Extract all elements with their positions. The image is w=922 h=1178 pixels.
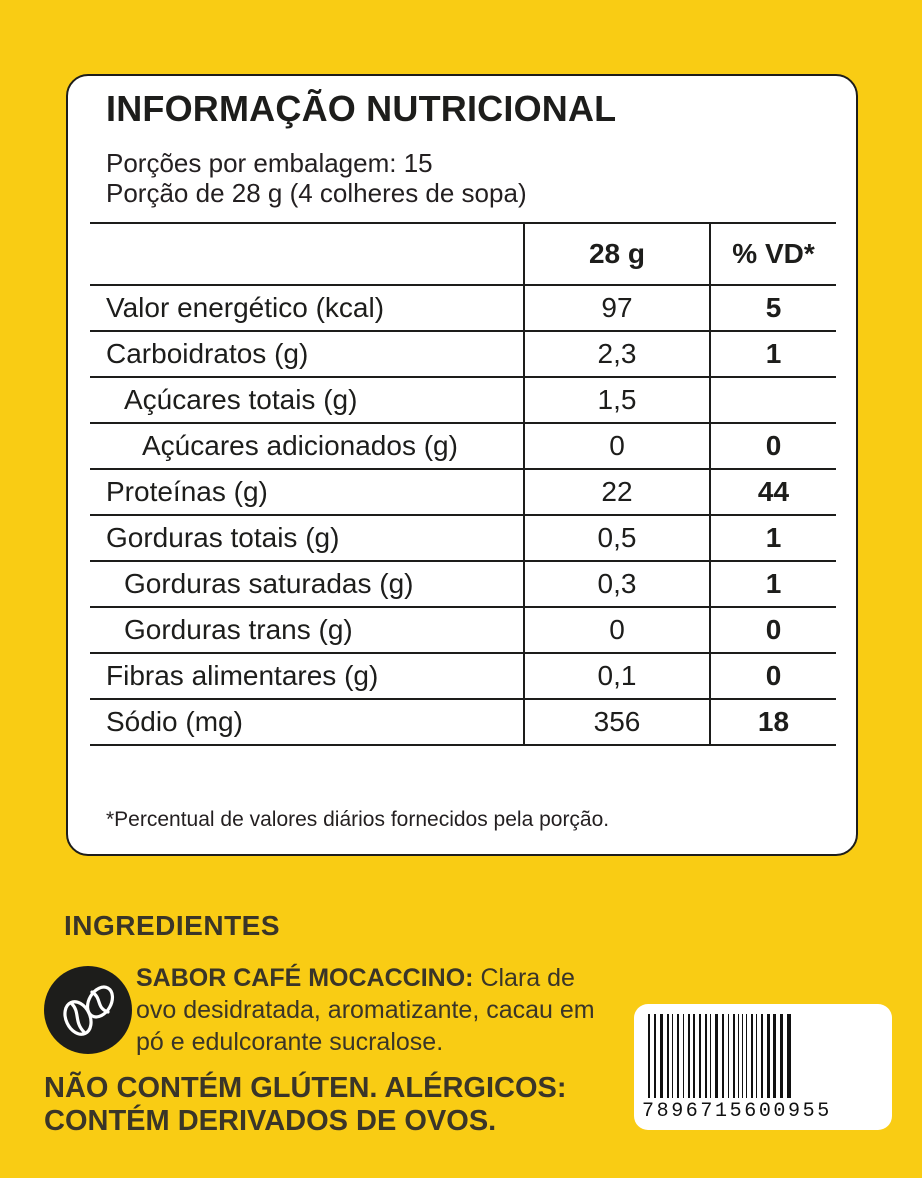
nutrient-name: Carboidratos (g) — [90, 331, 524, 377]
allergen-line-2: CONTÉM DERIVADOS DE OVOS. — [44, 1105, 497, 1137]
nutrient-dv — [710, 377, 836, 423]
nutrient-value: 2,3 — [524, 331, 710, 377]
allergen-warning — [44, 1072, 624, 1138]
nutrient-dv: 0 — [710, 653, 836, 699]
nutrition-title: INFORMAÇÃO NUTRICIONAL — [106, 88, 617, 129]
nutrient-dv: 18 — [710, 699, 836, 745]
barcode-bar — [756, 1014, 757, 1098]
nutrient-value: 22 — [524, 469, 710, 515]
barcode-bar — [780, 1014, 783, 1098]
nutrient-value: 1,5 — [524, 377, 710, 423]
barcode-bar — [654, 1014, 656, 1098]
header-dv: % VD* — [710, 223, 836, 285]
flavor-label: SABOR CAFÉ MOCACCINO: — [136, 964, 474, 992]
nutrient-value: 0 — [524, 423, 710, 469]
nutrient-dv: 44 — [710, 469, 836, 515]
barcode-bar — [667, 1014, 669, 1098]
nutrient-value: 0,1 — [524, 653, 710, 699]
barcode-bar — [742, 1014, 743, 1098]
nutrient-name: Gorduras saturadas (g) — [90, 561, 524, 607]
barcode-bar — [722, 1014, 724, 1098]
barcode — [634, 1004, 892, 1130]
nutrition-facts-panel — [66, 74, 858, 856]
barcode-bar — [683, 1014, 684, 1098]
ingredients-title: INGREDIENTES — [64, 910, 281, 941]
nutrient-value: 0,3 — [524, 561, 710, 607]
barcode-bar — [688, 1014, 690, 1098]
nutrient-name: Açúcares totais (g) — [90, 377, 524, 423]
barcode-bar — [705, 1014, 707, 1098]
table-row — [90, 331, 836, 377]
table-row — [90, 699, 836, 745]
nutrient-dv: 5 — [710, 285, 836, 331]
barcode-bar — [715, 1014, 718, 1098]
coffee-bean-icon — [44, 966, 132, 1054]
servings-per-package: Porções por embalagem: 15 — [106, 148, 433, 178]
table-row — [90, 469, 836, 515]
barcode-bar — [728, 1014, 729, 1098]
header-blank-cell — [90, 223, 524, 285]
nutrition-table — [90, 222, 836, 746]
nutrient-name: Fibras alimentares (g) — [90, 653, 524, 699]
barcode-bar — [693, 1014, 695, 1098]
nutrient-dv: 1 — [710, 515, 836, 561]
nutrient-value: 97 — [524, 285, 710, 331]
barcode-bar — [660, 1014, 663, 1098]
header-amount: 28 g — [524, 223, 710, 285]
nutrient-name: Açúcares adicionados (g) — [90, 423, 524, 469]
barcode-bar — [746, 1014, 747, 1098]
nutrient-dv: 1 — [710, 561, 836, 607]
nutrient-dv: 0 — [710, 607, 836, 653]
nutrient-value: 0 — [524, 607, 710, 653]
nutrient-name: Sódio (mg) — [90, 699, 524, 745]
serving-size: Porção de 28 g (4 colheres de sopa) — [106, 178, 527, 208]
barcode-bar — [751, 1014, 753, 1098]
barcode-bar — [672, 1014, 673, 1098]
nutrient-value: 356 — [524, 699, 710, 745]
nutrient-name: Proteínas (g) — [90, 469, 524, 515]
table-row — [90, 285, 836, 331]
table-header-row — [90, 223, 836, 285]
barcode-number: 7896715600955 — [642, 1100, 832, 1123]
dv-footnote: *Percentual de valores diários fornecidos pela porção. — [106, 808, 610, 831]
allergen-line-1: NÃO CONTÉM GLÚTEN. ALÉRGICOS: — [44, 1072, 567, 1104]
ingredients-list: Clara de ovo desidratada, aromatizante, cacau em pó e edulcorante sucralose. — [136, 964, 595, 1056]
barcode-bar — [677, 1014, 679, 1098]
table-row — [90, 607, 836, 653]
barcode-bar — [648, 1014, 650, 1098]
barcode-bar — [767, 1014, 770, 1098]
nutrient-name: Gorduras totais (g) — [90, 515, 524, 561]
nutrient-name: Valor energético (kcal) — [90, 285, 524, 331]
nutrient-name: Gorduras trans (g) — [90, 607, 524, 653]
barcode-bar — [738, 1014, 739, 1098]
barcode-bar — [761, 1014, 763, 1098]
ingredients-text — [136, 962, 606, 1058]
barcode-bar — [773, 1014, 776, 1098]
barcode-bars — [644, 1014, 882, 1100]
table-row — [90, 653, 836, 699]
table-row — [90, 561, 836, 607]
table-row — [90, 377, 836, 423]
barcode-bar — [787, 1014, 791, 1098]
nutrient-dv: 0 — [710, 423, 836, 469]
barcode-bar — [733, 1014, 735, 1098]
barcode-bar — [699, 1014, 701, 1098]
nutrient-dv: 1 — [710, 331, 836, 377]
table-row — [90, 423, 836, 469]
table-row — [90, 515, 836, 561]
nutrient-value: 0,5 — [524, 515, 710, 561]
barcode-bar — [710, 1014, 711, 1098]
